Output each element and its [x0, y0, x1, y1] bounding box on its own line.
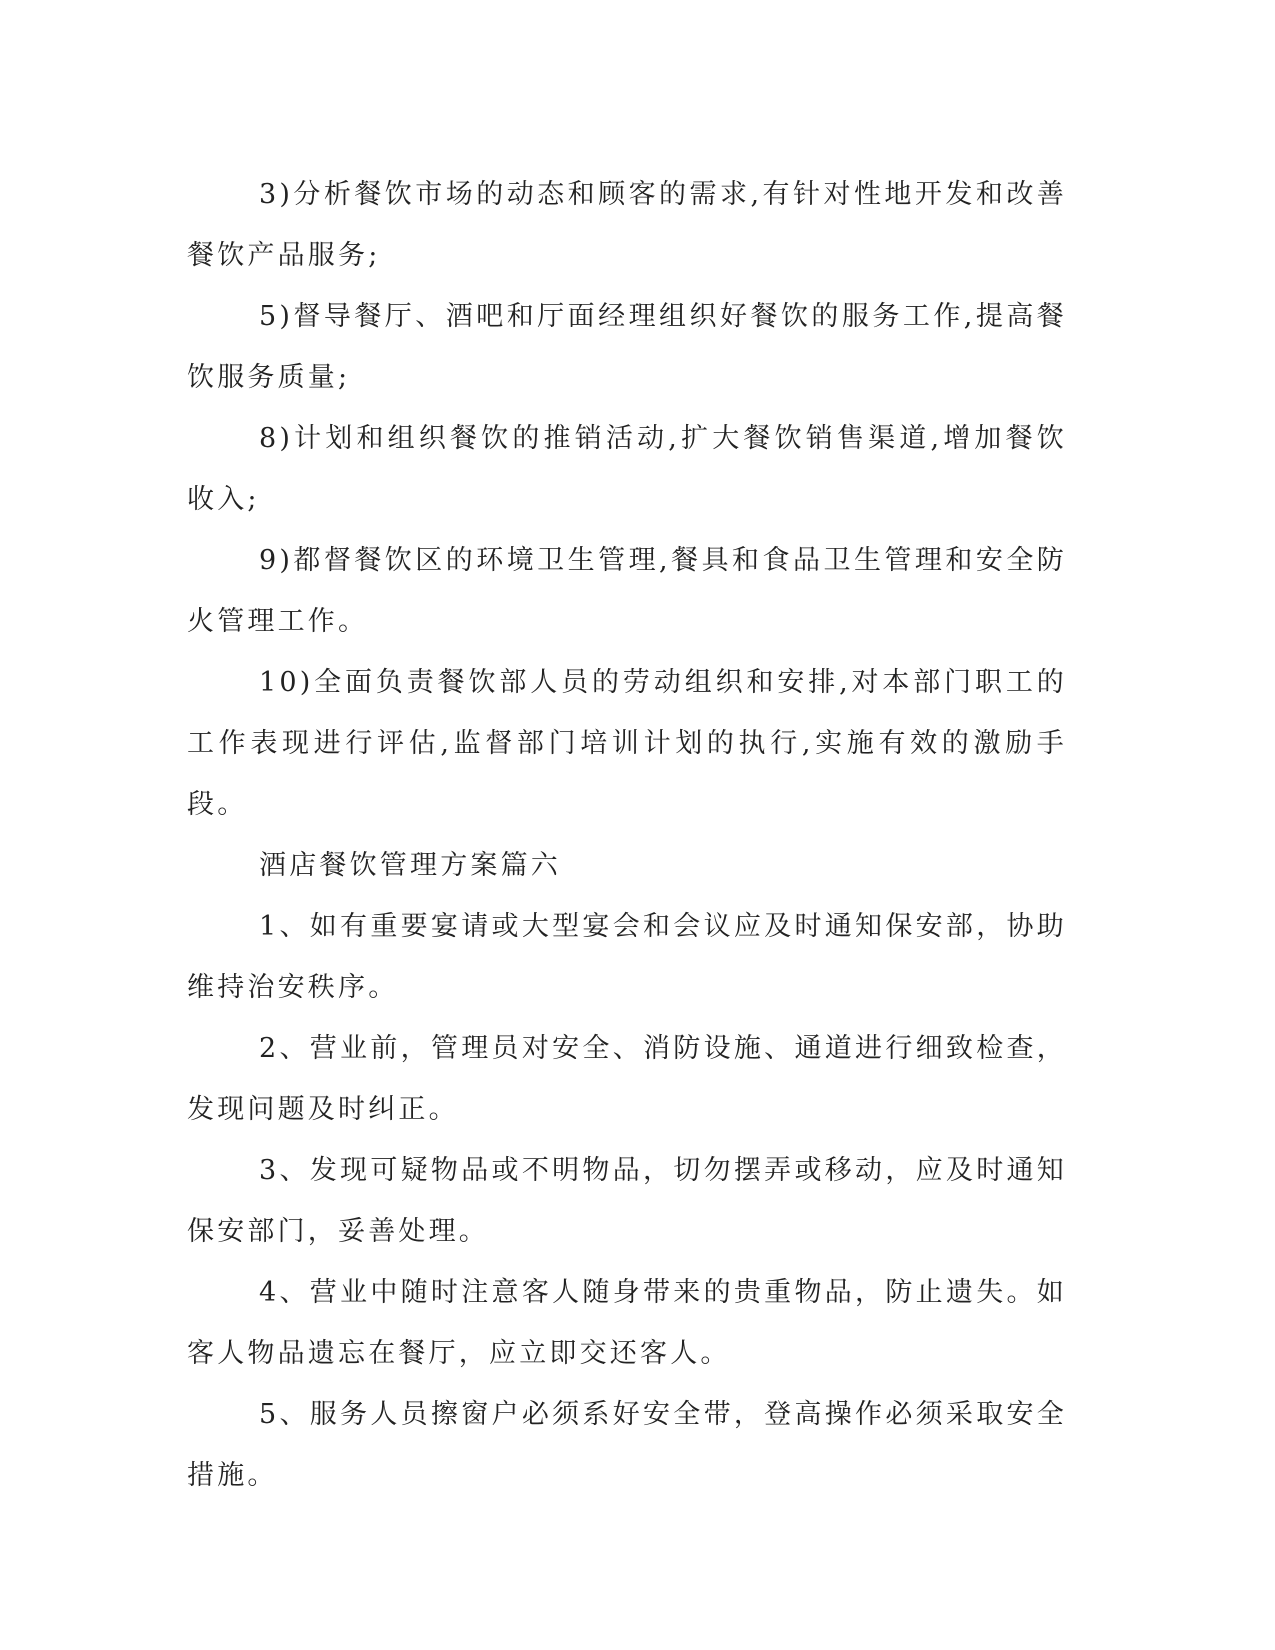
paragraph-item-5: 5)督导餐厅、酒吧和厅面经理组织好餐饮的服务工作,提高餐饮服务质量;	[187, 301, 1067, 393]
paragraph-item-8: 8)计划和组织餐饮的推销活动,扩大餐饮销售渠道,增加餐饮收入;	[187, 423, 1067, 515]
paragraph-rule-1: 1、如有重要宴请或大型宴会和会议应及时通知保安部，协助维持治安秩序。	[187, 911, 1067, 1003]
paragraph-rule-3: 3、发现可疑物品或不明物品，切勿摆弄或移动，应及时通知保安部门，妥善处理。	[187, 1155, 1067, 1247]
document-body	[187, 164, 1067, 1506]
paragraph-item-9: 9)都督餐饮区的环境卫生管理,餐具和食品卫生管理和安全防火管理工作。	[187, 545, 1067, 637]
paragraph-rule-5: 5、服务人员擦窗户必须系好安全带，登高操作必须采取安全措施。	[187, 1399, 1067, 1491]
section-heading: 酒店餐饮管理方案篇六	[259, 850, 561, 881]
paragraph-rule-4: 4、营业中随时注意客人随身带来的贵重物品，防止遗失。如客人物品遗忘在餐厅，应立即交还客人。	[187, 1277, 1067, 1369]
paragraph-item-10: 10)全面负责餐饮部人员的劳动组织和安排,对本部门职工的工作表现进行评估,监督部门培训计划的执行,实施有效的激励手段。	[187, 667, 1067, 820]
paragraph-item-3: 3)分析餐饮市场的动态和顾客的需求,有针对性地开发和改善餐饮产品服务;	[187, 179, 1067, 271]
paragraph-rule-2: 2、营业前，管理员对安全、消防设施、通道进行细致检查，发现问题及时纠正。	[187, 1033, 1067, 1125]
